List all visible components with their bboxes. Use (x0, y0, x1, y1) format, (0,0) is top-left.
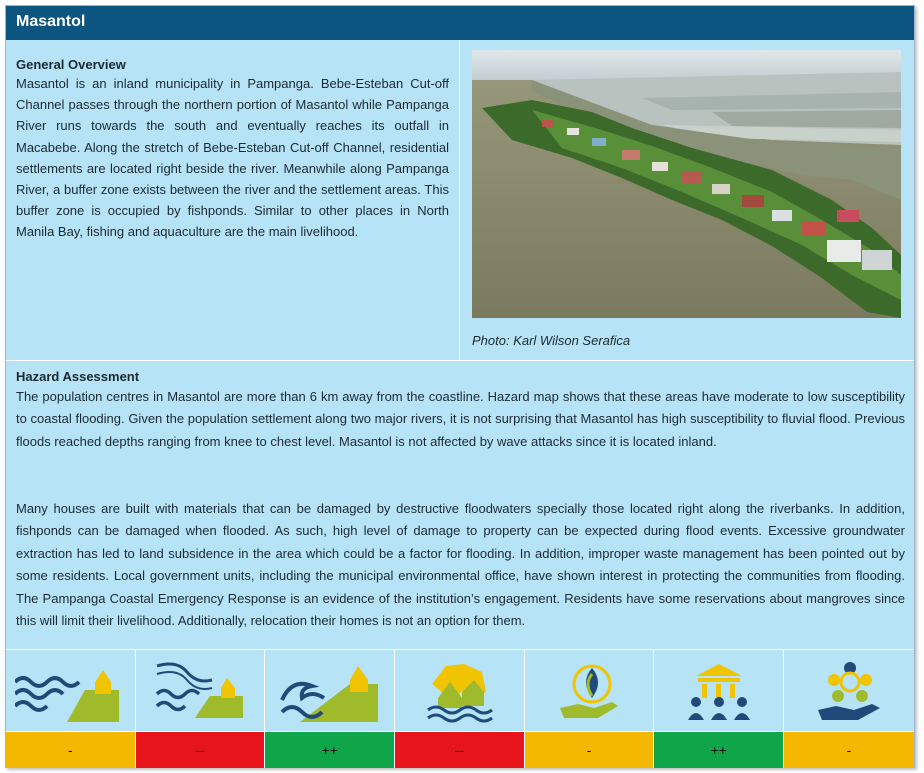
fluvial-flood-icon (155, 660, 245, 722)
indicator-cell (525, 650, 655, 732)
aerial-photo (472, 50, 901, 318)
institution-icon (684, 658, 754, 724)
indicator-icons-row (6, 649, 914, 732)
indicator-cell (395, 650, 525, 732)
indicator-ratings-row (6, 731, 914, 768)
profile-card (5, 5, 915, 768)
indicator-cell (784, 650, 914, 732)
environment-icon (554, 658, 624, 724)
property-damage-icon (424, 658, 494, 724)
photo-caption: Photo: Karl Wilson Serafica (472, 333, 631, 348)
rating-cell: - (6, 732, 136, 768)
rating-cell: - (525, 732, 655, 768)
rating-cell: -- (136, 732, 266, 768)
hazard-paragraph-2: Many houses are built with materials that can be damaged by destructive floodwaters specially those located right along the riverbanks. In addition, fishponds can be damaged when flooded. As such, high level of damage to property can be expected during flood events. Excessive groundwater extraction has led to land subsidence in the area which could be a factor for flooding. In addition, improper waste management has been pointed out by some residents. Local government units, including the municipal environmental office, have shown interest in protecting the communities from flooding. The Pampanga Coastal Emergency Response is an evidence of the institution’s engagement. Residents have some reservations about mangroves since this will limit their livelihood. Additionally, relocation their homes is not an option for them. (16, 501, 905, 629)
rating-cell: - (784, 732, 914, 768)
overview-heading: General Overview (16, 57, 126, 72)
community-icon (814, 658, 884, 724)
indicator-cell (136, 650, 266, 732)
hazard-paragraph-1: The population centres in Masantol are more than 6 km away from the coastline. Hazard map shows that these areas have moderate to low susceptibility to coastal flooding. Given the population settlement along two major rivers, it is not surprising that Masantol has high susceptibility to fluvial flood. Previous floods reached depths ranging from knee to chest level. Masantol is not affected by wave attacks since it is located inland. (16, 389, 905, 449)
hazard-heading: Hazard Assessment (16, 369, 140, 384)
overview-text: Masantol is an inland municipality in Pampanga. Bebe-Esteban Cut-off Channel passes through the northern portion of Masantol while Pampanga River runs towards the south and eventually reaches its outfall in Macabebe. Along the stretch of Bebe-Esteban Cut-off Channel, residential settlements are located right beside the river. Meanwhile along Pampanga River, a buffer zone exists between the river and the settlement areas. This buffer zone is occupied by fishponds. Similar to other places in North Manila Bay, fishing and aquaculture are the main livelihood. (16, 76, 449, 240)
rating-cell: -- (395, 732, 525, 768)
rating-cell: ++ (265, 732, 395, 768)
indicator-cell (654, 650, 784, 732)
indicator-cell (265, 650, 395, 732)
title-bar (6, 6, 914, 40)
rating-cell: ++ (654, 732, 784, 768)
page-title: Masantol (16, 13, 86, 30)
indicator-cell (6, 650, 136, 732)
wave-attack-icon (280, 660, 380, 722)
photo-section (460, 40, 914, 361)
coastal-flood-icon (15, 660, 125, 722)
